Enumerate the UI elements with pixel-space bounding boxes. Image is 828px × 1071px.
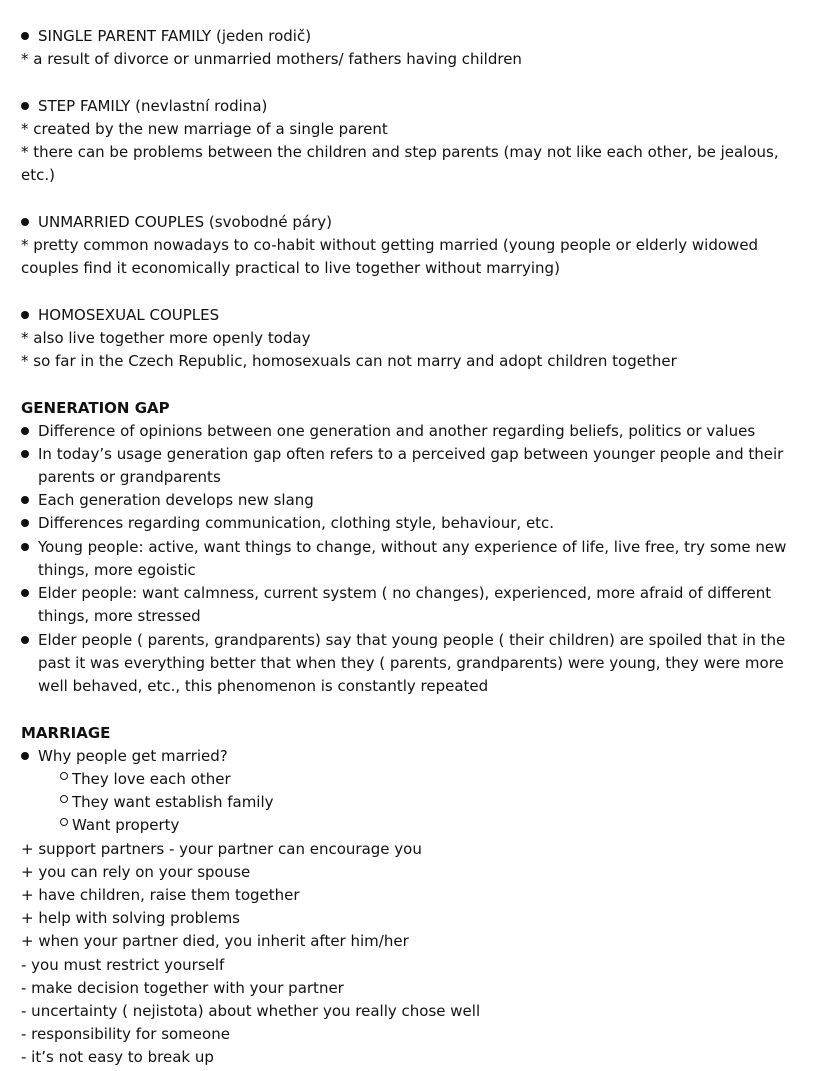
bullet-icon [21,636,29,644]
bullet-icon [21,519,29,527]
list-item: Differences regarding communication, clothing style, behaviour, etc. [38,514,555,532]
list-item: Difference of opinions between one generation and another regarding beliefs, politics or values [38,422,756,440]
section-heading-homosexual: HOMOSEXUAL COUPLES [38,306,220,324]
con-line: - responsibility for someone [21,1025,230,1043]
pro-line: + help with solving problems [21,909,241,927]
section-heading-step-family: STEP FAMILY (nevlastní rodina) [38,97,268,115]
bullet-icon [21,427,29,435]
bullet-icon [21,311,29,319]
pro-line: + have children, raise them together [21,886,300,904]
note-line: * there can be problems between the children and step parents (may not like each other, be jealous, [21,143,779,161]
list-item: In today’s usage generation gap often refers to a perceived gap between younger people and their [38,445,784,463]
con-line: - you must restrict yourself [21,956,225,974]
note-line: * also live together more openly today [21,329,311,347]
list-item: Why people get married? [38,747,228,765]
pro-line: + support partners - your partner can encourage you [21,840,422,858]
bullet-icon [21,752,29,760]
circle-bullet-icon [60,818,68,826]
sub-list-item: They want establish family [72,793,274,811]
note-line: * created by the new marriage of a single parent [21,120,388,138]
sub-list-item: Want property [72,816,180,834]
bullet-icon [21,32,29,40]
con-line: - make decision together with your partner [21,979,344,997]
sub-list-item: They love each other [72,770,231,788]
bullet-icon [21,102,29,110]
circle-bullet-icon [60,795,68,803]
note-line: * a result of divorce or unmarried mothers/ fathers having children [21,50,522,68]
con-line: - it’s not easy to break up [21,1048,214,1066]
list-item: Elder people ( parents, grandparents) say that young people ( their children) are spoiled that in the [38,631,786,649]
list-item-continuation: well behaved, etc., this phenomenon is constantly repeated [38,677,489,695]
bullet-icon [21,450,29,458]
bullet-icon [21,218,29,226]
pro-line: + when your partner died, you inherit after him/her [21,932,409,950]
pro-line: + you can rely on your spouse [21,863,251,881]
circle-bullet-icon [60,772,68,780]
list-item-continuation: things, more egoistic [38,561,196,579]
section-heading-marriage: MARRIAGE [21,724,111,742]
section-heading-unmarried: UNMARRIED COUPLES (svobodné páry) [38,213,332,231]
note-line: etc.) [21,166,55,184]
note-line: couples find it economically practical to live together without marrying) [21,259,560,277]
list-item: Each generation develops new slang [38,491,314,509]
note-line: * pretty common nowadays to co-habit without getting married (young people or elderly widowed [21,236,759,254]
bullet-icon [21,589,29,597]
section-heading-generation-gap: GENERATION GAP [21,399,170,417]
section-heading-single-parent: SINGLE PARENT FAMILY (jeden rodič) [38,27,312,45]
bullet-icon [21,543,29,551]
note-line: * so far in the Czech Republic, homosexuals can not marry and adopt children together [21,352,677,370]
list-item-continuation: parents or grandparents [38,468,221,486]
list-item-continuation: past it was everything better that when they ( parents, grandparents) were young, they were more [38,654,784,672]
list-item-continuation: things, more stressed [38,607,201,625]
con-line: - uncertainty ( nejistota) about whether you really chose well [21,1002,481,1020]
bullet-icon [21,496,29,504]
list-item: Elder people: want calmness, current system ( no changes), experienced, more afraid of different [38,584,772,602]
list-item: Young people: active, want things to change, without any experience of life, live free, try some new [38,538,787,556]
